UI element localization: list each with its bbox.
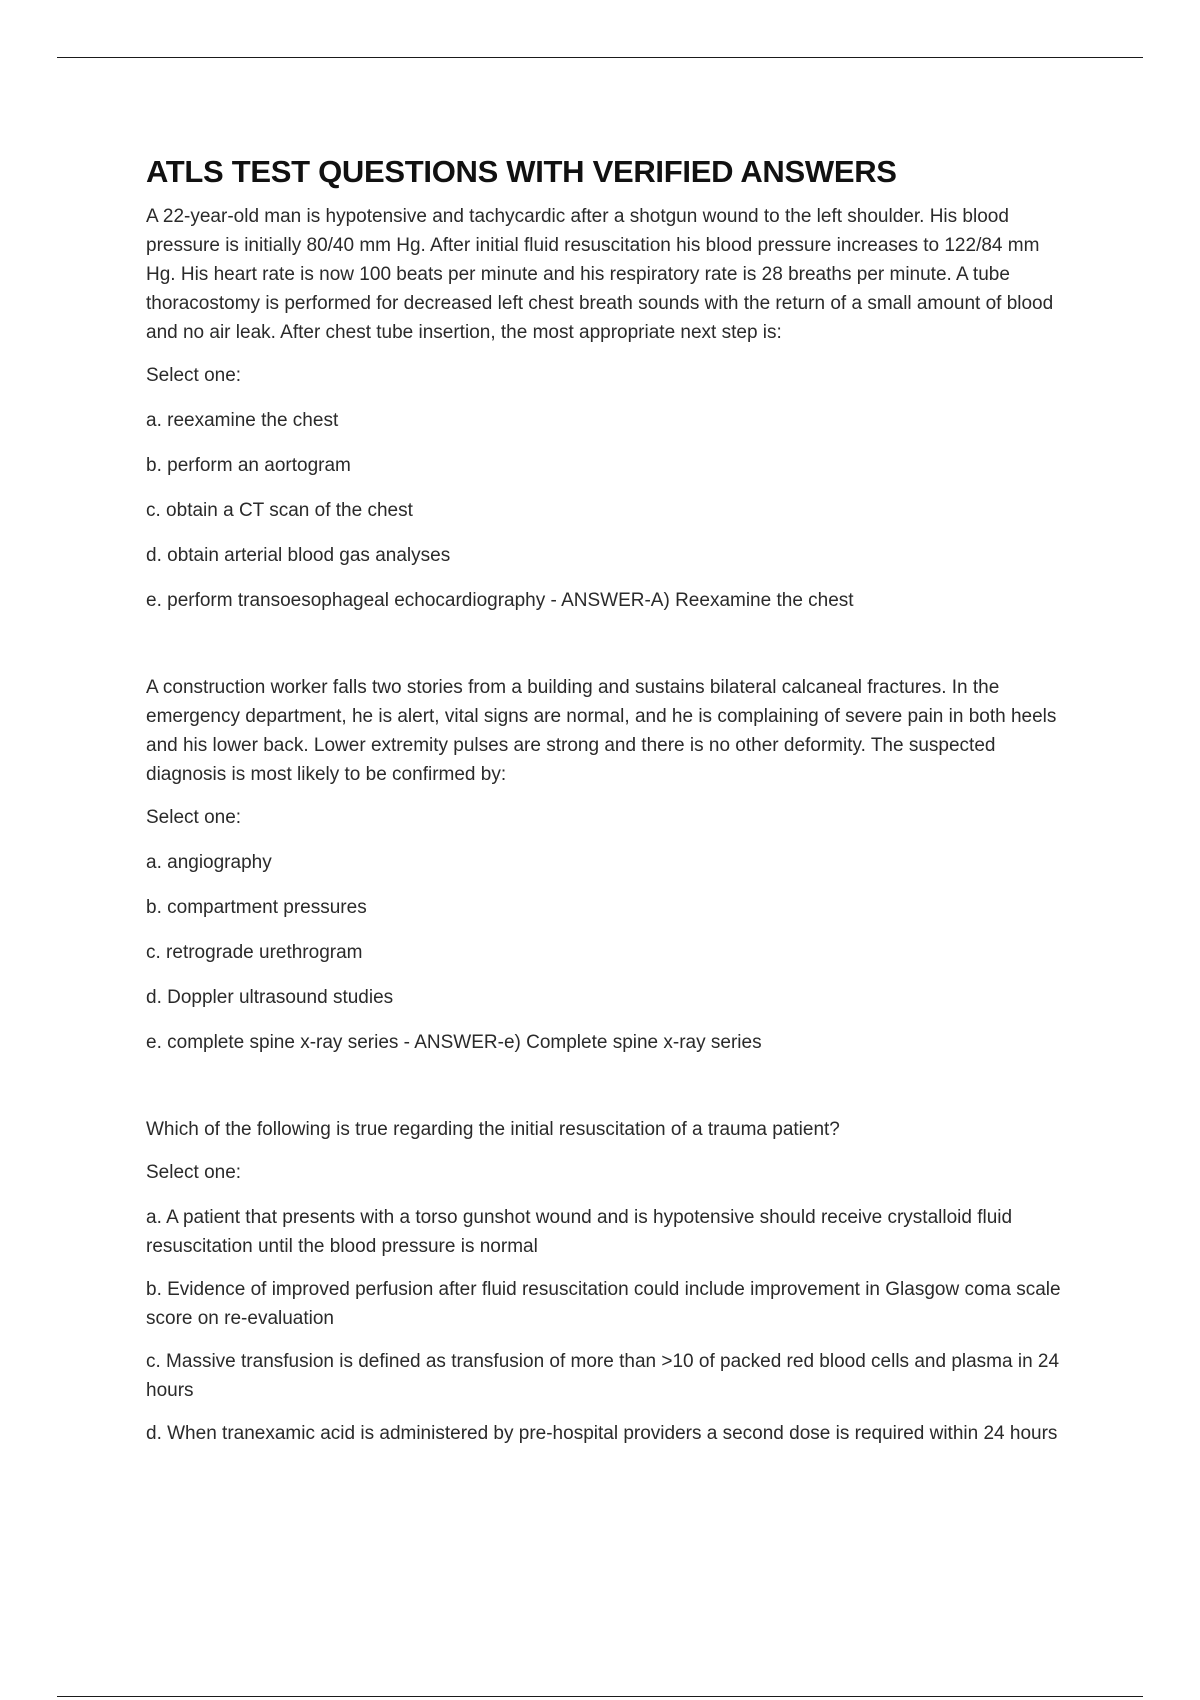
question-spacer — [146, 1073, 1066, 1115]
option-c: c. obtain a CT scan of the chest — [146, 500, 413, 521]
option-c: c. retrograde urethrogram — [146, 942, 363, 963]
option-b: b. compartment pressures — [146, 897, 367, 918]
option-e-answer: e. complete spine x-ray series - ANSWER-e) Complete spine x-ray series — [146, 1032, 762, 1053]
option-b: b. perform an aortogram — [146, 455, 351, 476]
option-d: d. obtain arterial blood gas analyses — [146, 545, 451, 566]
question-3 — [146, 1115, 1066, 1448]
option-b: b. Evidence of improved perfusion after fluid resuscitation could include improvement in Glasgow coma scale score on re-evaluation — [146, 1279, 1061, 1329]
select-prompt: Select one: — [146, 1162, 242, 1183]
select-prompt: Select one: — [146, 365, 242, 386]
question-spacer — [146, 631, 1066, 673]
top-rule — [57, 57, 1143, 58]
question-1 — [146, 202, 1066, 615]
document-title: ATLS TEST QUESTIONS WITH VERIFIED ANSWERS — [146, 154, 897, 189]
option-c: c. Massive transfusion is defined as transfusion of more than >10 of packed red blood cells and plasma in 24 hours — [146, 1351, 1060, 1401]
option-e-answer: e. perform transoesophageal echocardiography - ANSWER-A) Reexamine the chest — [146, 590, 854, 611]
document-body — [146, 140, 1066, 1462]
question-stem: Which of the following is true regarding the initial resuscitation of a trauma patient? — [146, 1119, 840, 1140]
select-prompt: Select one: — [146, 807, 242, 828]
question-2 — [146, 673, 1066, 1057]
question-stem: A construction worker falls two stories from a building and sustains bilateral calcaneal fractures. In the emergency department, he is alert, vital signs are normal, and he is complaining of severe pain in both heels and his lower back. Lower extremity pulses are strong and there is no other deformity. The suspected diagnosis is most likely to be confirmed by: — [146, 677, 1057, 785]
option-a: a. A patient that presents with a torso gunshot wound and is hypotensive should receive crystalloid fluid resuscitation until the blood pressure is normal — [146, 1207, 1013, 1257]
option-d: d. Doppler ultrasound studies — [146, 987, 394, 1008]
question-stem: A 22-year-old man is hypotensive and tachycardic after a shotgun wound to the left shoulder. His blood pressure is initially 80/40 mm Hg. After initial fluid resuscitation his blood pressure increases to 122/84 mm Hg. His heart rate is now 100 beats per minute and his respiratory rate is 28 breaths per minute. A tube thoracostomy is performed for decreased left chest breath sounds with the return of a small amount of blood and no air leak. After chest tube insertion, the most appropriate next step is: — [146, 206, 1054, 343]
option-a: a. angiography — [146, 852, 272, 873]
bottom-rule — [57, 1696, 1143, 1697]
option-a: a. reexamine the chest — [146, 410, 339, 431]
option-d: d. When tranexamic acid is administered by pre-hospital providers a second dose is required within 24 hours — [146, 1423, 1058, 1444]
